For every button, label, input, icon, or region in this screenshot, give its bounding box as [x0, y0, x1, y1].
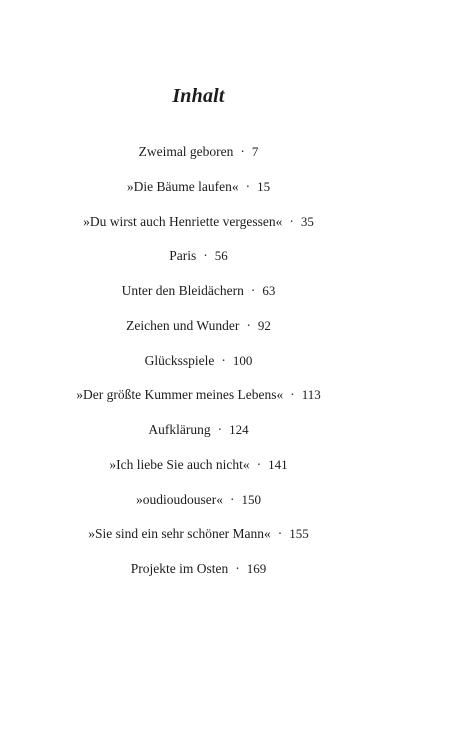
toc-separator-dot: ·: [203, 248, 208, 264]
toc-separator-dot: ·: [289, 213, 294, 229]
toc-entry-page-number: 56: [214, 248, 228, 264]
toc-entry-title: Zweimal geboren: [138, 144, 234, 159]
toc-separator-dot: ·: [230, 491, 235, 507]
toc-entry-page-number: 155: [289, 526, 309, 542]
toc-entry-page-number: 141: [268, 456, 288, 472]
toc-entry: [0, 486, 397, 521]
toc-entry: [0, 138, 397, 173]
toc-entry: [0, 242, 397, 277]
toc-entry-title: Projekte im Osten: [130, 561, 229, 576]
toc-entry: [0, 277, 397, 312]
toc-separator-dot: ·: [246, 317, 251, 333]
toc-entry: [0, 520, 397, 555]
toc-entry: [0, 347, 397, 382]
toc-entry: [0, 451, 397, 486]
toc-entry-page-number: 92: [257, 317, 271, 333]
toc-entry-title: Zeichen und Wunder: [126, 317, 240, 333]
toc-entry: [0, 312, 397, 347]
toc-entry-title: »oudioudouser«: [136, 491, 223, 507]
toc-entry-page-number: 113: [301, 387, 321, 403]
table-of-contents: [0, 138, 397, 590]
toc-entry-title: Paris: [169, 248, 197, 264]
toc-entry-title: Glücksspiele: [144, 352, 215, 368]
toc-separator-dot: ·: [221, 352, 226, 368]
toc-separator-dot: ·: [290, 387, 295, 403]
toc-separator-dot: ·: [277, 526, 283, 542]
toc-separator-dot: ·: [235, 561, 240, 576]
toc-entry: [0, 416, 397, 451]
toc-entry: [0, 173, 397, 208]
toc-entry: [0, 381, 397, 416]
toc-entry-title: »Der größte Kummer meines Lebens«: [76, 387, 284, 403]
page-title: Inhalt: [172, 85, 225, 108]
toc-entry-title: »Ich liebe Sie auch nicht«: [109, 456, 250, 472]
toc-separator-dot: ·: [250, 283, 256, 298]
toc-entry-page-number: 15: [257, 178, 271, 194]
toc-entry-page-number: 169: [246, 561, 267, 576]
toc-entry-page-number: 63: [262, 283, 276, 298]
toc-entry-title: »Du wirst auch Henriette vergessen«: [83, 213, 283, 229]
toc-separator-dot: ·: [245, 178, 251, 194]
toc-entry: [0, 555, 397, 590]
toc-entry-page-number: 150: [241, 491, 261, 507]
toc-entry-title: Aufklärung: [148, 422, 211, 437]
toc-entry: [0, 208, 397, 243]
toc-entry-page-number: 100: [232, 352, 253, 368]
toc-entry-title: »Die Bäume laufen«: [126, 178, 239, 194]
toc-entry-title: »Sie sind ein sehr schöner Mann«: [88, 526, 271, 542]
toc-separator-dot: ·: [217, 422, 223, 437]
toc-separator-dot: ·: [240, 144, 245, 159]
toc-separator-dot: ·: [256, 456, 262, 472]
toc-entry-title: Unter den Bleidächern: [121, 283, 244, 298]
toc-entry-page-number: 35: [300, 213, 314, 229]
toc-entry-page-number: 7: [251, 144, 259, 159]
toc-entry-page-number: 124: [229, 422, 249, 437]
